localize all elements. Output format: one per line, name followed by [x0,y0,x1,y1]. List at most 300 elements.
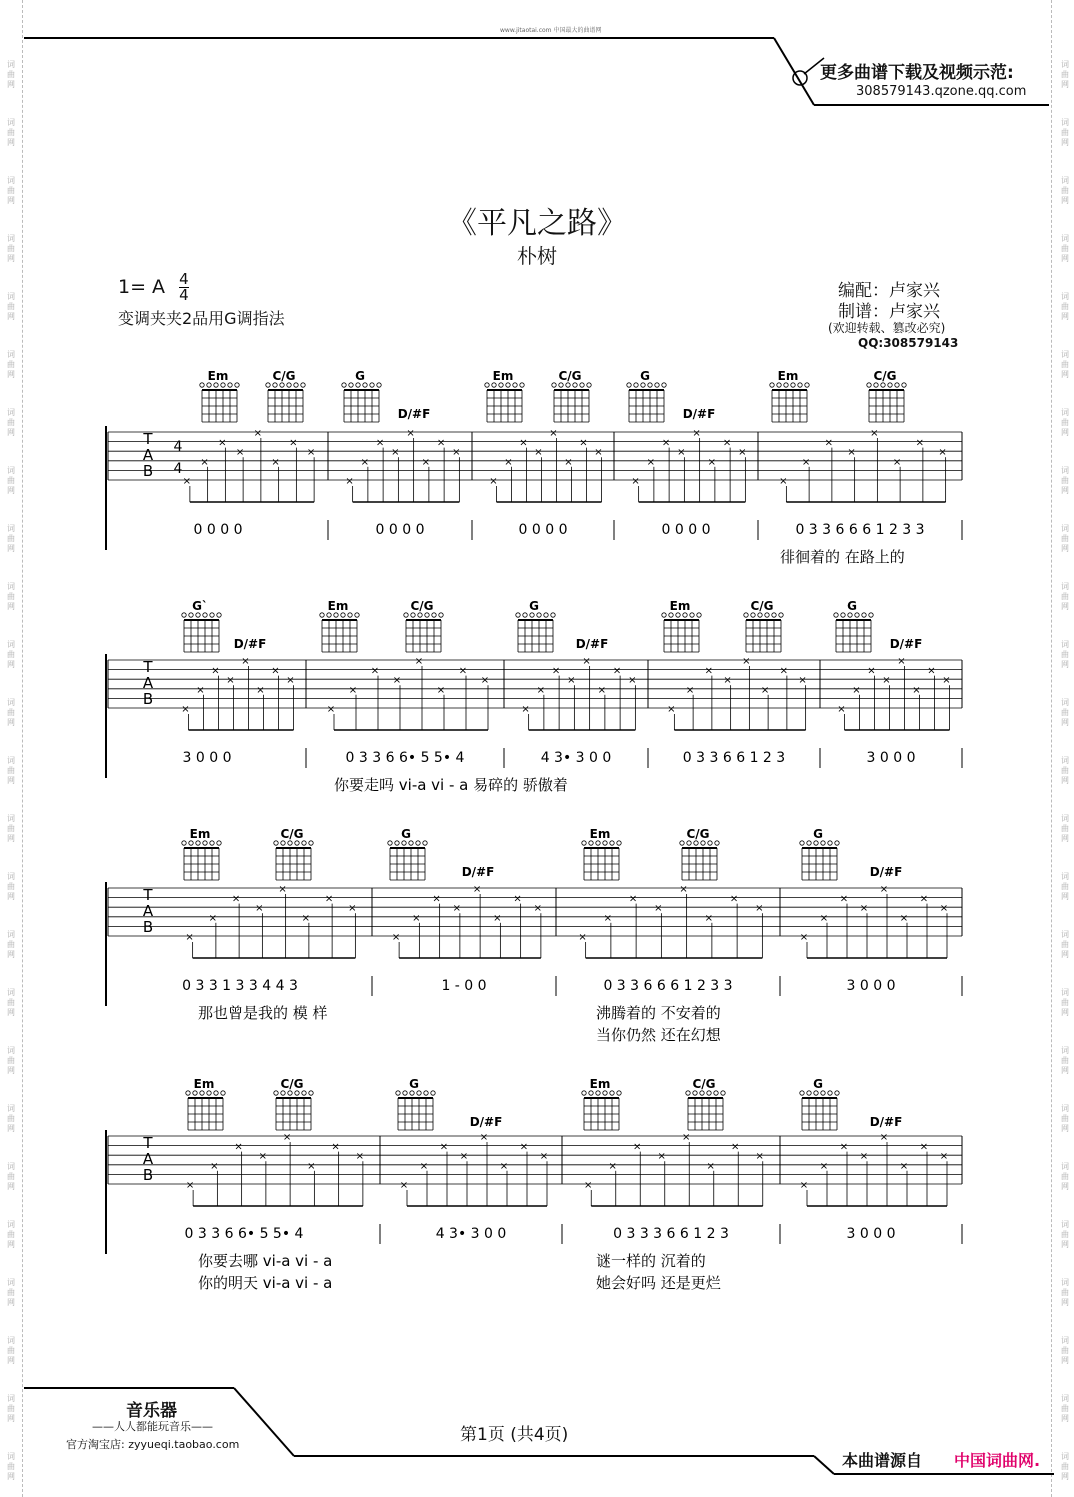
left-watermark-char: 网 [7,834,15,843]
chord-name: D/#F [469,1115,503,1129]
tab-clef-letter: T [143,658,153,676]
tab-pick-mark: × [256,684,265,696]
right-watermark-char: 曲 [1061,1114,1069,1123]
footer-brand: 音乐器 [126,1401,177,1421]
tab-pick-mark: × [480,675,490,687]
right-watermark-char: 词 [1061,60,1069,69]
tab-pick-mark: × [392,675,402,687]
right-watermark-char: 曲 [1061,1172,1069,1181]
chord-diagram-icon [182,841,221,880]
tab-pick-mark: × [899,912,909,924]
left-watermark-char: 网 [7,486,15,495]
chord-diagram-icon [627,383,666,422]
left-watermark-char: 曲 [7,1404,15,1413]
right-watermark-char: 曲 [1061,186,1069,195]
tab-pick-mark: × [799,1180,809,1191]
left-watermark-char: 网 [7,1472,15,1481]
chord-name: D/#F [397,407,431,421]
left-watermark-char: 网 [7,80,15,89]
right-watermark-char: 网 [1061,892,1069,901]
left-watermark-char: 网 [7,1356,15,1365]
left-watermark-char: 曲 [7,1172,15,1181]
chord-diagram-icon [274,841,313,880]
tab-pick-mark: × [200,456,209,468]
chord-name: D/#F [682,407,716,421]
right-watermark-char: 词 [1061,872,1069,881]
tab-pick-mark: × [819,1160,829,1172]
tab-pick-mark: × [685,684,695,696]
tab-pick-mark: × [579,437,588,449]
chord-diagram-icon [186,1091,225,1130]
chord-name: Em [327,599,349,613]
tab-pick-mark: × [360,456,370,468]
tab-pick-mark: × [564,456,573,468]
right-watermark-char: 网 [1061,80,1069,89]
tab-pick-mark: × [897,656,906,667]
tab-clef-letter: T [143,886,153,904]
tab-pick-mark: × [271,456,280,468]
tab-pick-mark: × [181,704,190,715]
chord-name: G [409,1077,419,1091]
chord-name: Em [669,599,691,613]
right-watermark-char: 词 [1061,930,1069,939]
tab-pick-mark: × [682,1132,691,1143]
chord-name: G [401,827,411,841]
tab-pick-mark: × [504,456,513,468]
right-watermark-char: 词 [1061,640,1069,649]
right-watermark-char: 网 [1061,1472,1069,1481]
right-watermark-char: 网 [1061,1008,1069,1017]
tab-pick-mark: × [375,437,385,449]
left-watermark-char: 网 [7,1298,15,1307]
tab-pick-mark: × [870,428,879,439]
chord-name: C/G [410,599,434,613]
left-watermark-char: 词 [7,1452,15,1461]
left-watermark-char: 网 [7,892,15,901]
right-watermark-char: 网 [1061,834,1069,843]
tab-pick-mark: × [324,893,334,905]
left-watermark-char: 词 [7,756,15,765]
numbered-notation: 0 3 3 6 6 1 2 3 [682,750,786,766]
tab-pick-mark: × [253,428,263,439]
tab-pick-mark: × [859,1151,869,1163]
contact-qq: QQ:308579143 [858,336,959,350]
right-watermark-char: 曲 [1061,1404,1069,1413]
tab-clef-letter: A [142,446,154,464]
left-watermark-char: 曲 [7,244,15,253]
chord-diagram-icon [266,383,305,422]
source-site-link[interactable]: 中国词曲网. [954,1451,1041,1470]
left-watermark-char: 曲 [7,70,15,79]
right-watermark-char: 词 [1061,756,1069,765]
tab-pick-mark: × [278,884,287,895]
score-system [106,599,962,794]
right-watermark-char: 网 [1061,312,1069,321]
tab-pick-mark: × [938,447,947,459]
footer-shop-link[interactable]: 官方淘宝店: zyyueqi.taobao.com [66,1438,240,1451]
tab-pick-mark: × [942,675,951,687]
tab-pick-mark: × [646,456,656,468]
left-watermark-char: 曲 [7,882,15,891]
right-watermark-char: 网 [1061,486,1069,495]
tab-pick-mark: × [355,1151,365,1163]
copyright-note: (欢迎转载、篡改必究) [828,321,946,335]
left-watermark-char: 曲 [7,998,15,1007]
tab-pick-mark: × [419,1160,429,1172]
tab-pick-mark: × [631,476,640,487]
left-watermark-char: 曲 [7,186,15,195]
tab-pick-mark: × [839,893,849,905]
chord-name: G [640,369,650,383]
tab-pick-mark: × [899,1160,909,1172]
numbered-notation: 0 0 0 0 [193,522,243,538]
tab-pick-mark: × [612,665,622,677]
tab-pick-mark: × [755,1151,764,1163]
chord-name: D/#F [869,865,903,879]
chord-diagram-icon [516,613,555,652]
chord-name: Em [777,369,799,383]
tab-pick-mark: × [348,903,357,915]
tab-pick-mark: × [912,684,921,696]
tab-pick-mark: × [421,456,431,468]
left-watermark-char: 网 [7,196,15,205]
left-watermark-char: 网 [7,544,15,553]
left-watermark-char: 曲 [7,824,15,833]
tab-pick-mark: × [289,437,298,449]
song-artist: 朴树 [517,244,557,268]
left-watermark-char: 曲 [7,650,15,659]
left-watermark-char: 词 [7,1278,15,1287]
tab-pick-mark: × [879,884,889,895]
numbered-notation: 1 - 0 0 [441,978,487,994]
lyric-line: 她会好吗 还是更烂 [596,1274,721,1292]
chord-name: C/G [750,599,774,613]
left-watermark-char: 网 [7,776,15,785]
tab-pick-mark: × [452,447,461,459]
tab-time-signature: 4 [173,439,183,455]
chord-diagram-icon [388,841,427,880]
tab-clef-letter: A [142,902,154,920]
tab-pick-mark: × [731,1141,740,1153]
tab-pick-mark: × [196,684,205,696]
tab-pick-mark: × [348,684,358,696]
chord-diagram-icon [552,383,591,422]
lyric-line: 徘徊着的 在路上的 [780,548,905,566]
lyric-line: 你要去哪 vi-a vi - a [198,1252,333,1270]
tab-pick-mark: × [706,1160,715,1172]
chord-name: G [355,369,365,383]
tab-pick-mark: × [452,903,462,915]
tab-pick-mark: × [208,912,218,924]
numbered-notation: 0 0 0 0 [518,522,568,538]
tab-pick-mark: × [882,675,891,687]
tab-pick-mark: × [633,1141,642,1153]
time-sig-top: 4 [179,270,189,288]
left-watermark-char: 词 [7,988,15,997]
left-watermark-char: 词 [7,930,15,939]
tab-pick-mark: × [939,1151,949,1163]
tab-pick-mark: × [661,437,671,449]
chord-name: C/G [280,827,304,841]
left-watermark-char: 网 [7,1240,15,1249]
tab-clef-letter: B [142,690,154,708]
lyric-line: 那也曾是我的 模 样 [198,1004,328,1022]
left-watermark-char: 网 [7,312,15,321]
tab-pick-mark: × [852,684,861,696]
chord-name: C/G [280,1077,304,1091]
tab-pick-mark: × [391,447,400,459]
tab-pick-mark: × [479,1132,489,1143]
tab-pick-mark: × [722,437,732,449]
tab-pick-mark: × [182,476,192,487]
tab-pick-mark: × [439,1141,449,1153]
left-watermark-char: 词 [7,350,15,359]
right-watermark-char: 词 [1061,1046,1069,1055]
tab-pick-mark: × [185,1180,195,1191]
tab-clef-letter: B [142,1166,154,1184]
left-watermark-char: 词 [7,814,15,823]
tab-pick-mark: × [234,1141,243,1153]
tab-pick-mark: × [628,893,638,905]
right-watermark-char: 词 [1061,118,1069,127]
tab-pick-mark: × [432,893,441,905]
tab-pick-mark: × [867,665,876,677]
tab-pick-mark: × [210,1160,219,1172]
tab-clef-letter: A [142,1150,154,1168]
tab-pick-mark: × [677,447,686,459]
left-watermark-char: 曲 [7,1114,15,1123]
right-watermark-char: 词 [1061,234,1069,243]
left-watermark-char: 曲 [7,360,15,369]
tab-clef-letter: B [142,918,154,936]
lyric-line: 你要走吗 vi-a vi - a 易碎的 骄傲着 [334,776,568,794]
tab-pick-mark: × [919,1141,929,1153]
page-number: 第1页 (共4页) [460,1425,569,1445]
right-watermark-char: 词 [1061,582,1069,591]
tab-pick-mark: × [258,1151,268,1163]
left-watermark-char: 曲 [7,940,15,949]
left-watermark-char: 网 [7,660,15,669]
right-watermark-char: 词 [1061,350,1069,359]
numbered-notation: 0 3 3 1 3 3 4 4 3 [182,978,298,994]
tab-pick-mark: × [837,704,846,715]
tab-pick-mark: × [458,665,468,677]
tab-pick-mark: × [582,656,591,667]
right-watermark-char: 词 [1061,698,1069,707]
numbered-notation: 3 0 0 0 [846,978,896,994]
right-watermark-char: 词 [1061,814,1069,823]
right-watermark-char: 网 [1061,370,1069,379]
left-watermark-char: 词 [7,582,15,591]
left-watermark-char: 词 [7,1162,15,1171]
tab-pick-mark: × [729,893,739,905]
tab-pick-mark: × [801,456,811,468]
right-watermark-char: 词 [1061,1336,1069,1345]
tab-pick-mark: × [723,675,732,687]
tab-pick-mark: × [657,1151,666,1163]
tab-pick-mark: × [919,893,929,905]
tab-pick-mark: × [742,656,751,667]
numbered-notation: 0 0 0 0 [661,522,711,538]
chord-diagram-icon [686,1091,725,1130]
chord-name: C/G [686,827,710,841]
tab-pick-mark: × [892,456,902,468]
tab-pick-mark: × [539,1151,549,1163]
tab-pick-mark: × [519,1141,529,1153]
tab-clef-letter: B [142,462,154,480]
tab-pick-mark: × [459,1151,469,1163]
chord-diagram-icon [867,383,906,422]
chord-name: G` [192,599,208,613]
tab-pick-mark: × [798,675,807,687]
left-watermark-char: 词 [7,408,15,417]
right-watermark-char: 曲 [1061,592,1069,601]
right-watermark-char: 网 [1061,428,1069,437]
chord-diagram-icon [404,613,443,652]
chord-diagram-icon [342,383,381,422]
right-watermark-char: 曲 [1061,302,1069,311]
promo-text: 更多曲谱下载及视频示范: [820,63,1014,83]
left-watermark-char: 词 [7,1336,15,1345]
promo-url[interactable]: 308579143.qzone.qq.com [856,84,1027,99]
right-watermark-char: 词 [1061,988,1069,997]
chord-diagram-icon [396,1091,435,1130]
left-watermark-char: 词 [7,872,15,881]
tab-pick-mark: × [567,675,576,687]
right-watermark-char: 曲 [1061,476,1069,485]
tab-pick-mark: × [255,903,264,915]
tab-pick-mark: × [472,884,482,895]
tab-pick-mark: × [847,447,856,459]
tab-pick-mark: × [534,447,543,459]
tab-pick-mark: × [412,912,421,924]
chord-name: Em [207,369,229,383]
left-watermark-char: 曲 [7,1346,15,1355]
right-watermark-char: 曲 [1061,70,1069,79]
tab-pick-mark: × [760,684,770,696]
tab-pick-mark: × [399,1180,409,1191]
left-watermark-char: 词 [7,1046,15,1055]
tab-pick-mark: × [824,437,834,449]
right-watermark-char: 词 [1061,1394,1069,1403]
left-watermark-char: 词 [7,698,15,707]
chord-diagram-icon [200,383,239,422]
tab-pick-mark: × [226,675,235,687]
chord-name: C/G [558,369,582,383]
tab-pick-mark: × [271,665,280,677]
left-watermark-char: 曲 [7,476,15,485]
numbered-notation: 3 0 0 0 [866,750,916,766]
time-sig-bottom: 4 [179,286,189,304]
source-label: 本曲谱源自 [842,1451,923,1470]
tab-clef-letter: T [143,430,153,448]
left-watermark-char: 网 [7,602,15,611]
tab-pick-mark: × [628,675,637,687]
tab-pick-mark: × [436,684,446,696]
numbered-notation: 0 3 3 3 6 6 1 2 3 [613,1226,729,1242]
tab-clef-letter: T [143,1134,153,1152]
right-watermark-char: 曲 [1061,824,1069,833]
chord-name: Em [193,1077,215,1091]
chord-diagram-icon [800,1091,839,1130]
arranger-credit: 编配：卢家兴 [838,281,940,301]
left-watermark-char: 曲 [7,592,15,601]
right-watermark-char: 词 [1061,1104,1069,1113]
tab-pick-mark: × [584,1180,593,1191]
tab-pick-mark: × [738,447,747,459]
chord-diagram-icon [182,613,221,652]
right-watermark-char: 网 [1061,1356,1069,1365]
left-watermark-char: 曲 [7,708,15,717]
chord-name: D/#F [461,865,495,879]
tab-pick-mark: × [493,912,502,924]
left-watermark-char: 词 [7,640,15,649]
chord-name: D/#F [869,1115,903,1129]
right-watermark-char: 曲 [1061,534,1069,543]
right-watermark-char: 曲 [1061,940,1069,949]
tab-pick-mark: × [549,428,558,439]
tab-pick-mark: × [436,437,446,449]
tab-pick-mark: × [704,665,714,677]
site-tagline: www.jitaotai.com 中国最大的曲谱网 [500,27,602,34]
numbered-notation: 3 0 0 0 [182,750,232,766]
score-system [106,1077,962,1292]
right-watermark-char: 词 [1061,292,1069,301]
chord-diagram-icon [770,383,809,422]
tab-pick-mark: × [939,903,949,915]
right-watermark-char: 网 [1061,718,1069,727]
chord-name: D/#F [889,637,923,651]
tab-pick-mark: × [533,903,543,915]
left-watermark-char: 词 [7,1104,15,1113]
right-watermark-char: 网 [1061,1124,1069,1133]
tab-pick-mark: × [489,476,498,487]
right-watermark-char: 词 [1061,1162,1069,1171]
numbered-notation: 0 3 3 6 6 6 1 2 3 3 [795,522,925,538]
left-watermark-char: 词 [7,1394,15,1403]
right-watermark-char: 网 [1061,138,1069,147]
right-watermark-char: 词 [1061,1278,1069,1287]
tab-pick-mark: × [406,428,415,439]
tab-pick-mark: × [679,884,688,895]
left-watermark-char: 曲 [7,1230,15,1239]
right-watermark-char: 网 [1061,1414,1069,1423]
left-watermark-char: 曲 [7,302,15,311]
tab-pick-mark: × [927,665,936,677]
chord-diagram-icon [274,1091,313,1130]
footer-slogan: ——人人都能玩音乐—— [92,1420,213,1433]
right-watermark-char: 网 [1061,602,1069,611]
left-watermark-char: 曲 [7,766,15,775]
left-watermark-char: 网 [7,1008,15,1017]
chord-name: Em [589,1077,611,1091]
left-watermark-char: 网 [7,428,15,437]
chord-name: D/#F [233,637,267,651]
chord-diagram-icon [662,613,701,652]
chord-diagram-icon [320,613,359,652]
right-watermark-char: 网 [1061,950,1069,959]
tab-pick-mark: × [231,893,241,905]
right-watermark-char: 词 [1061,408,1069,417]
numbered-notation: 0 0 0 0 [375,522,425,538]
chord-diagram-icon [744,613,783,652]
left-watermark-char: 网 [7,1182,15,1191]
right-watermark-char: 曲 [1061,650,1069,659]
chord-name: G [813,827,823,841]
right-watermark-char: 词 [1061,466,1069,475]
tab-pick-mark: × [594,447,603,459]
right-watermark-char: 曲 [1061,1288,1069,1297]
